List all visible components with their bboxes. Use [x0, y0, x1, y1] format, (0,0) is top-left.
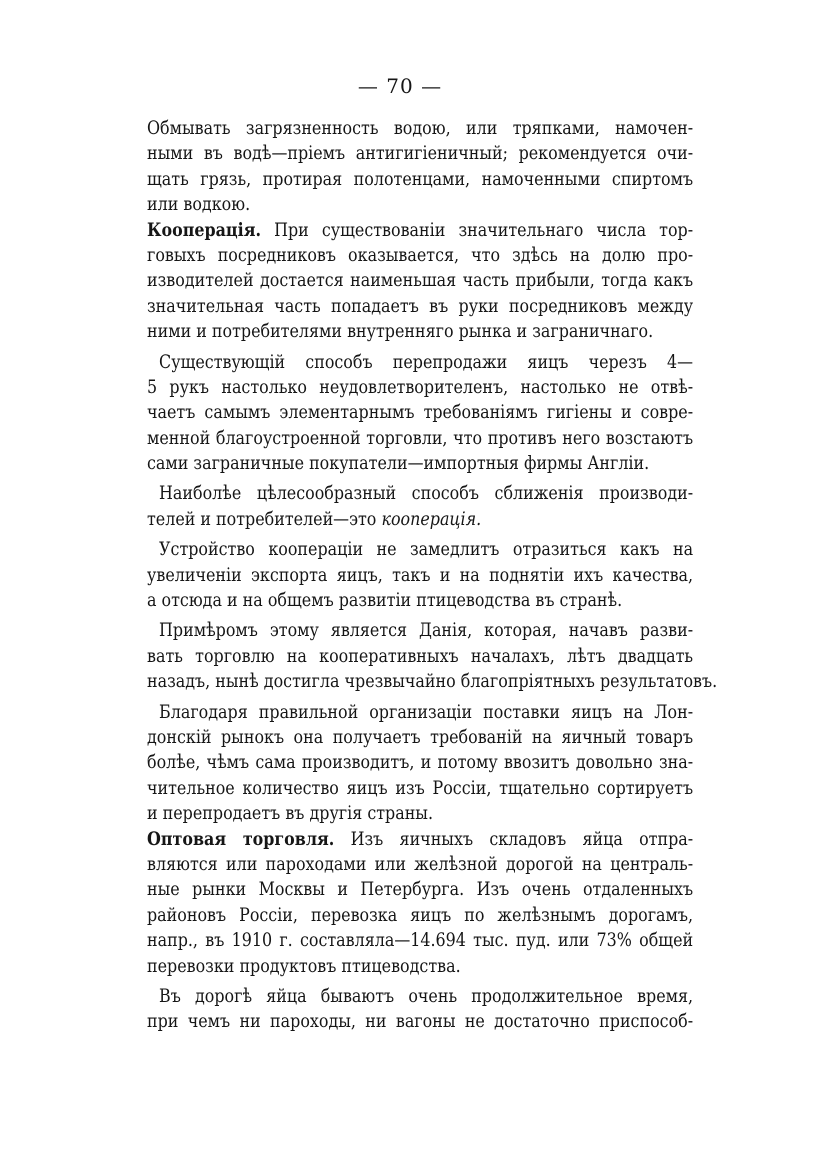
- text-line: донскій рынокъ она получаетъ требованій на яичный товаръ: [147, 726, 694, 748]
- text-line: чаетъ самымъ элементарнымъ требованіямъ гигіены и совре-: [147, 402, 694, 424]
- text-line: щать грязь, протирая полотенцами, намоченными спиртомъ: [147, 168, 694, 190]
- text-line: 5 рукъ настолько неудовлетворителенъ, настолько не отвѣ-: [147, 376, 694, 398]
- text-line: вать торговлю на кооперативныхъ началахъ, лѣтъ двадцать: [147, 645, 694, 667]
- section-heading: Кооперація.: [147, 219, 261, 241]
- text-line: Оптовая торговля. Изъ яичныхъ складовъ яйца отпра-: [147, 828, 694, 850]
- text-line: и перепродаетъ въ другія страны.: [147, 803, 434, 825]
- text-line: значительная часть попадаетъ въ руки посредниковъ между: [147, 295, 694, 317]
- text-line: Наиболѣе цѣлесообразный способъ сближенія производи-: [159, 483, 694, 505]
- text-line: Кооперація. При существованіи значительнаго числа тор-: [147, 219, 694, 241]
- text-line: а отсюда и на общемъ развитіи птицеводства въ странѣ.: [147, 590, 623, 612]
- text-line: вляются или пароходами или желѣзной дорогой на централь-: [147, 853, 694, 875]
- text-line: Примѣромъ этому является Данія, которая, начавъ разви-: [159, 620, 694, 642]
- text-line: чительное количество яицъ изъ Россіи, тщательно сортируетъ: [147, 777, 694, 799]
- text-line: Благодаря правильной организаціи поставки яицъ на Лон-: [159, 701, 694, 723]
- text-line: назадъ, нынѣ достигла чрезвычайно благопріятныхъ результатовъ.: [147, 671, 718, 693]
- text-line: ные рынки Москвы и Петербурга. Изъ очень отдаленныхъ: [147, 879, 694, 901]
- text-line: менной благоустроенной торговли, что противъ него возстаютъ: [147, 427, 694, 449]
- page-number: — 70 —: [357, 74, 443, 98]
- text-line: ними и потребителями внутренняго рынка и заграничнаго.: [147, 321, 654, 343]
- section-heading: Оптовая торговля.: [147, 828, 335, 850]
- text-line: при чемъ ни пароходы, ни вагоны не достаточно приспособ-: [147, 1011, 694, 1033]
- text-line: напр., въ 1910 г. составляла—14.694 тыс. пуд. или 73% общей: [147, 930, 694, 952]
- text-line: болѣе, чѣмъ сама производитъ, и потому ввозитъ довольно зна-: [147, 752, 694, 774]
- text-line: говыхъ посредниковъ оказывается, что здѣсь на долю про-: [147, 244, 694, 266]
- text-line: перевозки продуктовъ птицеводства.: [147, 955, 461, 977]
- text-line: Въ дорогѣ яйца бываютъ очень продолжительное время,: [159, 985, 694, 1007]
- text-line: изводителей достается наименьшая часть прибыли, тогда какъ: [147, 270, 694, 292]
- text-line: Обмывать загрязненность водою, или тряпками, намочен-: [147, 118, 694, 139]
- text-line: Устройство коопераціи не замедлитъ отразиться какъ на: [159, 539, 694, 561]
- text-line: районовъ Россіи, перевозка яицъ по желѣзнымъ дорогамъ,: [147, 904, 694, 926]
- body-text: [147, 116, 718, 1035]
- text-line: Существующій способъ перепродажи яицъ черезъ 4—: [159, 351, 694, 373]
- text-line: сами заграничные покупатели—импортныя фирмы Англіи.: [147, 453, 650, 475]
- emphasis-text: кооперація.: [381, 508, 482, 530]
- text-line: или водкою.: [147, 194, 251, 216]
- text-line: телей и потребителей—это кооперація.: [147, 508, 482, 530]
- text-line: ными въ водѣ—пріемъ антигигіеничный; рекомендуется очи-: [147, 143, 694, 165]
- text-line: увеличеніи экспорта яицъ, такъ и на поднятіи ихъ качества,: [147, 564, 694, 586]
